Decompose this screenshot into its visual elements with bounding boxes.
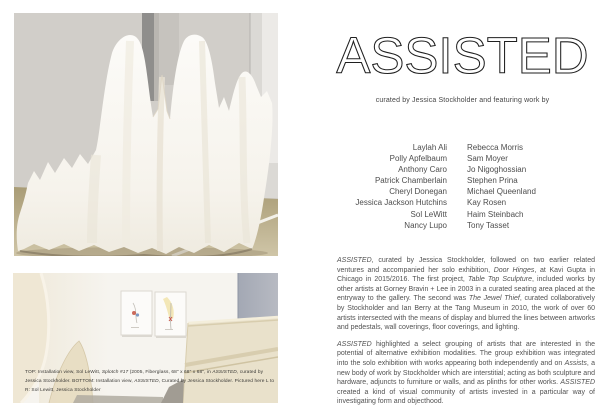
artist-name: Jo Nigoghossian — [467, 165, 527, 175]
artist-name: Cheryl Donegan — [389, 187, 447, 197]
window-panel — [238, 273, 278, 320]
page-title: ASSISTED — [336, 27, 589, 84]
artist-name: Haim Steinbach — [467, 209, 524, 219]
artist-name: Tony Tasset — [467, 220, 510, 230]
artist-name: Polly Apfelbaum — [389, 154, 447, 164]
artist-column-left — [322, 142, 457, 231]
body-text — [337, 256, 595, 414]
artist-name: Michael Queenland — [467, 187, 536, 197]
artist-name: Laylah Ali — [412, 143, 447, 152]
artist-column-right — [457, 142, 592, 231]
splotch-sculpture-illustration — [14, 13, 278, 256]
artist-name: Stephen Prina — [467, 176, 518, 186]
artist-name: Sam Moyer — [467, 154, 508, 164]
installation-photo-bottom — [13, 273, 278, 403]
artist-name: Nancy Lupo — [404, 220, 447, 230]
paragraph-2: ASSISTED highlighted a select grouping of artists that are interested in the potential of alternative exhibition modalities. The group exhibition was integrated into the solo exhibition with works appearing both independently and on Assists, a new body of work by Stockholder which are interstitial; acting as both sculpture and hardware, adjuncts to furniture or walls, and as plinths for other works. ASSISTED created a kind of visual community of artists invested in a particular way of investigating form and objecthood. — [337, 340, 595, 406]
artist-list — [322, 142, 592, 231]
photo-caption: TOP: Installation view, Sol LeWitt, Splotch #17 (2005, Fiberglass, 68" x 68" x 68", in ASSISTED, curated by Jessica Stockholder. BOTTOM: Installation view, ASSISTED, Curated by Jessica Stockholder. Pictured here L to R: Sol Lewitt, Jessica Stockholder — [25, 370, 275, 393]
artist-name: Rebecca Morris — [467, 143, 524, 152]
artist-name: Patrick Chamberlain — [374, 176, 447, 186]
artist-name: Kay Rosen — [467, 198, 507, 208]
paragraph-1: ASSISTED, curated by Jessica Stockholder, followed on two earlier related ventures and accompanied her solo exhibition, Door Hinges, at Kavi Gupta in Chicago in 2015/2016. The first project, Table Top Sculpture, included works by other artists at Gorney Bravin + Lee in 2003 in a curated seating area placed at the entryway to the gallery. The second was The Jewel Thief, curated collaboratively by Stockholder and Ian Berry at the Tang Museum in 2010, the work of over 60 artists intersected with the means of display and blurred the lines between artworks and pedestals, wall coverings, floor coverings, and lighting. — [337, 257, 595, 332]
artist-name: Jessica Jackson Hutchins — [355, 198, 447, 208]
installation-photo-top — [14, 13, 278, 256]
subtitle: curated by Jessica Stockholder and featuring work by — [375, 97, 550, 104]
artist-name: Sol LeWitt — [410, 209, 447, 219]
artist-name: Anthony Caro — [398, 165, 447, 175]
